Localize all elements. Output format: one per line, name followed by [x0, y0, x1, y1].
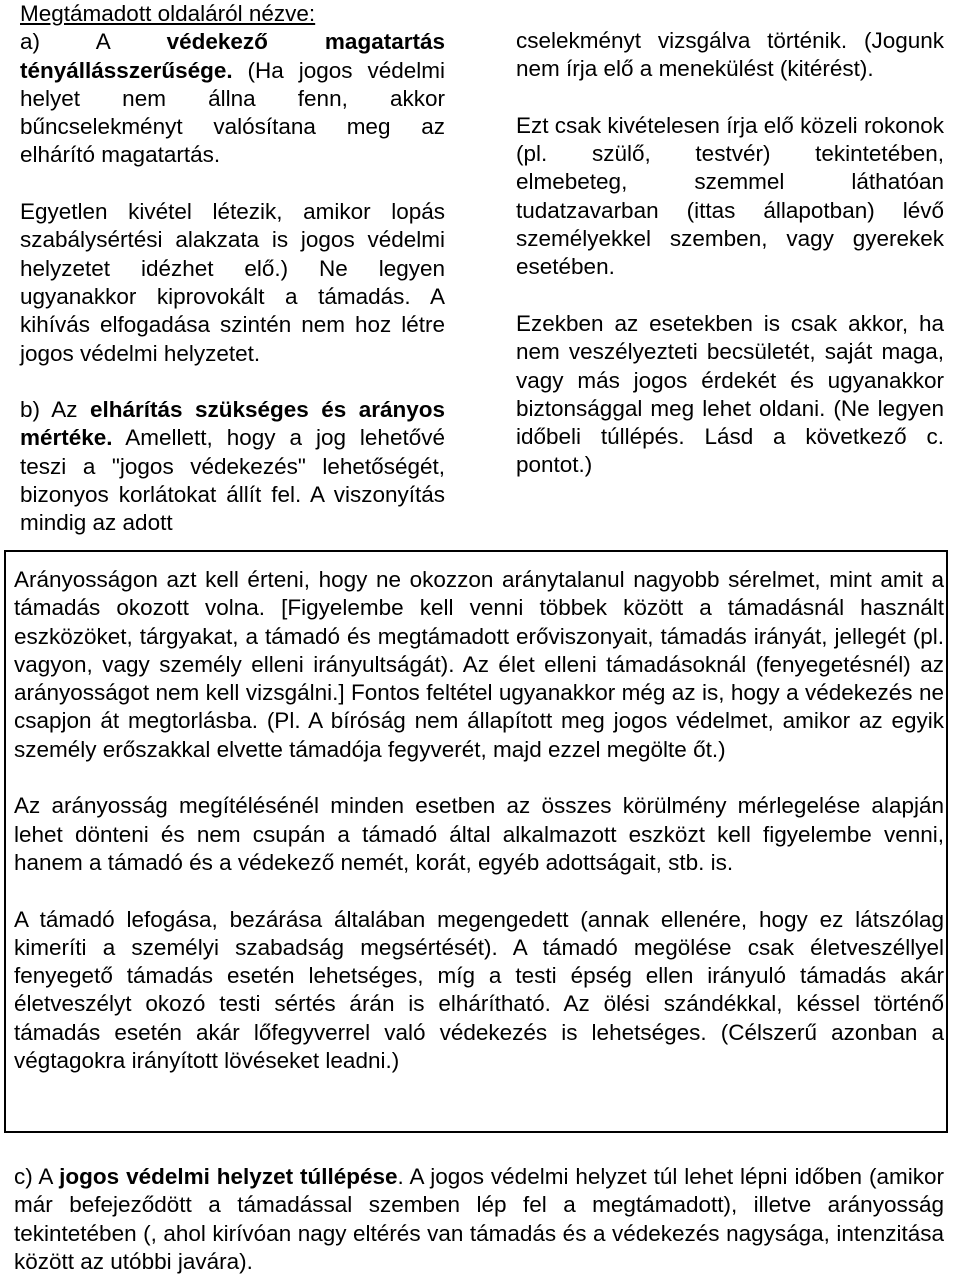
proportionality-paragraph-2: Az arányosság megítélésénél minden esetben az összes körülmény mérlegelése alapján lehet dönteni és nem csupán a támadó által alkalmazott eszközt kell figyelembe venni, hanem a támadó és a védekező nemét, korát, egyéb adottságait, stb. is. [14, 793, 944, 875]
point-c-prefix: c) A [14, 1164, 60, 1189]
section-heading: Megtámadott oldaláról nézve: [20, 1, 316, 26]
point-a-title: védekező magatartás tényállásszerűsége. [20, 29, 445, 83]
exception-paragraph: Egyetlen kivétel létezik, amikor lopás szabálysértési alakzata is jogos védelmi helyzetet idézhet elő.) Ne legyen ugyanakkor kiprovokált a támadás. A kihívás elfogadása szintén nem hoz létre jogos védelmi helyzetet. [20, 199, 445, 366]
point-a-paragraph [20, 28, 445, 169]
right-column [516, 27, 944, 480]
point-c-paragraph [14, 1163, 944, 1276]
point-a-prefix: a) A [20, 29, 167, 55]
point-b-paragraph [20, 396, 445, 537]
proportionality-paragraph-1: Arányosságon azt kell érteni, hogy ne okozzon aránytalanul nagyobb sérelmet, mint amit a támadás okozott volna. [Figyelembe kell venni többek között a támadásnál használt eszközöket, tárgyakat, a támadó és megtámadott erőviszonyait, támadás irányát, jellegét (pl. vagyon, vagy személy elleni irányultságát). Az élet elleni támadásoknál (fenyegetésnél) az arányosságot nem kell vizsgálni.] Fontos feltétel ugyanakkor még az is, hogy a védekezés ne csapjon át megtorlásba. (Pl. A bíróság nem állapított meg jogos védelmet, amikor az egyik személy erőszakkal elvette támadója fegyverét, majd ezzel megölte őt.) [14, 567, 944, 762]
point-c-title: jogos védelmi helyzet túllépése [59, 1164, 398, 1189]
proportionality-box-text [14, 566, 944, 1075]
point-b-title: elhárítás szükséges és arányos mértéke. [20, 397, 445, 451]
point-c-section [14, 1163, 944, 1276]
point-a-text: (Ha jogos védelmi helyet nem állna fenn, akkor bűncselekményt valósítana meg az elhárító magatartás. [20, 57, 445, 168]
point-b-text: Amellett, hogy a jog lehetővé teszi a "jogos védekezés" lehetőségét, bizonyos korlátokat állít fel. A viszonyítás mindig az adott [20, 425, 445, 536]
relatives-paragraph: Ezt csak kivételesen írja elő közeli rokonok (pl. szülő, testvér) tekintetében, elmebeteg, szemmel láthatóan tudatzavarban (ittas állapotban) lévő személyekkel szemben, vagy gyerekek esetében. [516, 112, 944, 280]
left-column [20, 0, 445, 538]
point-b-prefix: b) Az [20, 397, 90, 423]
conditions-paragraph: Ezekben az esetekben is csak akkor, ha nem veszélyezteti becsületét, saját maga, vagy más jogos érdekét és ugyanakkor biztonsággal meg lehet oldani. (Ne legyen időbeli túllépés. Lásd a következő c. pontot.) [516, 310, 944, 478]
proportionality-paragraph-3: A támadó lefogása, bezárása általában megengedett (annak ellenére, hogy ez látszólag kimeríti a személyi szabadság megsértését). A támadó megölése csak életveszéllyel fenyegető támadás esetén lehetséges, míg a testi épség ellen irányuló támadás akár életveszélyt okozó testi sértés árán is elhárítható. Az ölési szándékkal, késsel történő támadás esetén akár lőfegyverrel való védekezés is lehetséges. (Célszerű azonban a végtagokra irányított lövéseket leadni.) [14, 906, 944, 1074]
point-c-text: . A jogos védelmi helyzet túl lehet lépni időben (amikor már befejeződött a támadással szemben lép fel a megtámadott), illetve arányosság tekintetében (, ahol kirívóan nagy eltérés van támadás és a védekezés nagysága, intenzitása között az utóbbi javára). [14, 1164, 944, 1274]
continuation-paragraph: cselekményt vizsgálva történik. (Jogunk nem írja elő a menekülést (kitérést). [516, 28, 944, 82]
